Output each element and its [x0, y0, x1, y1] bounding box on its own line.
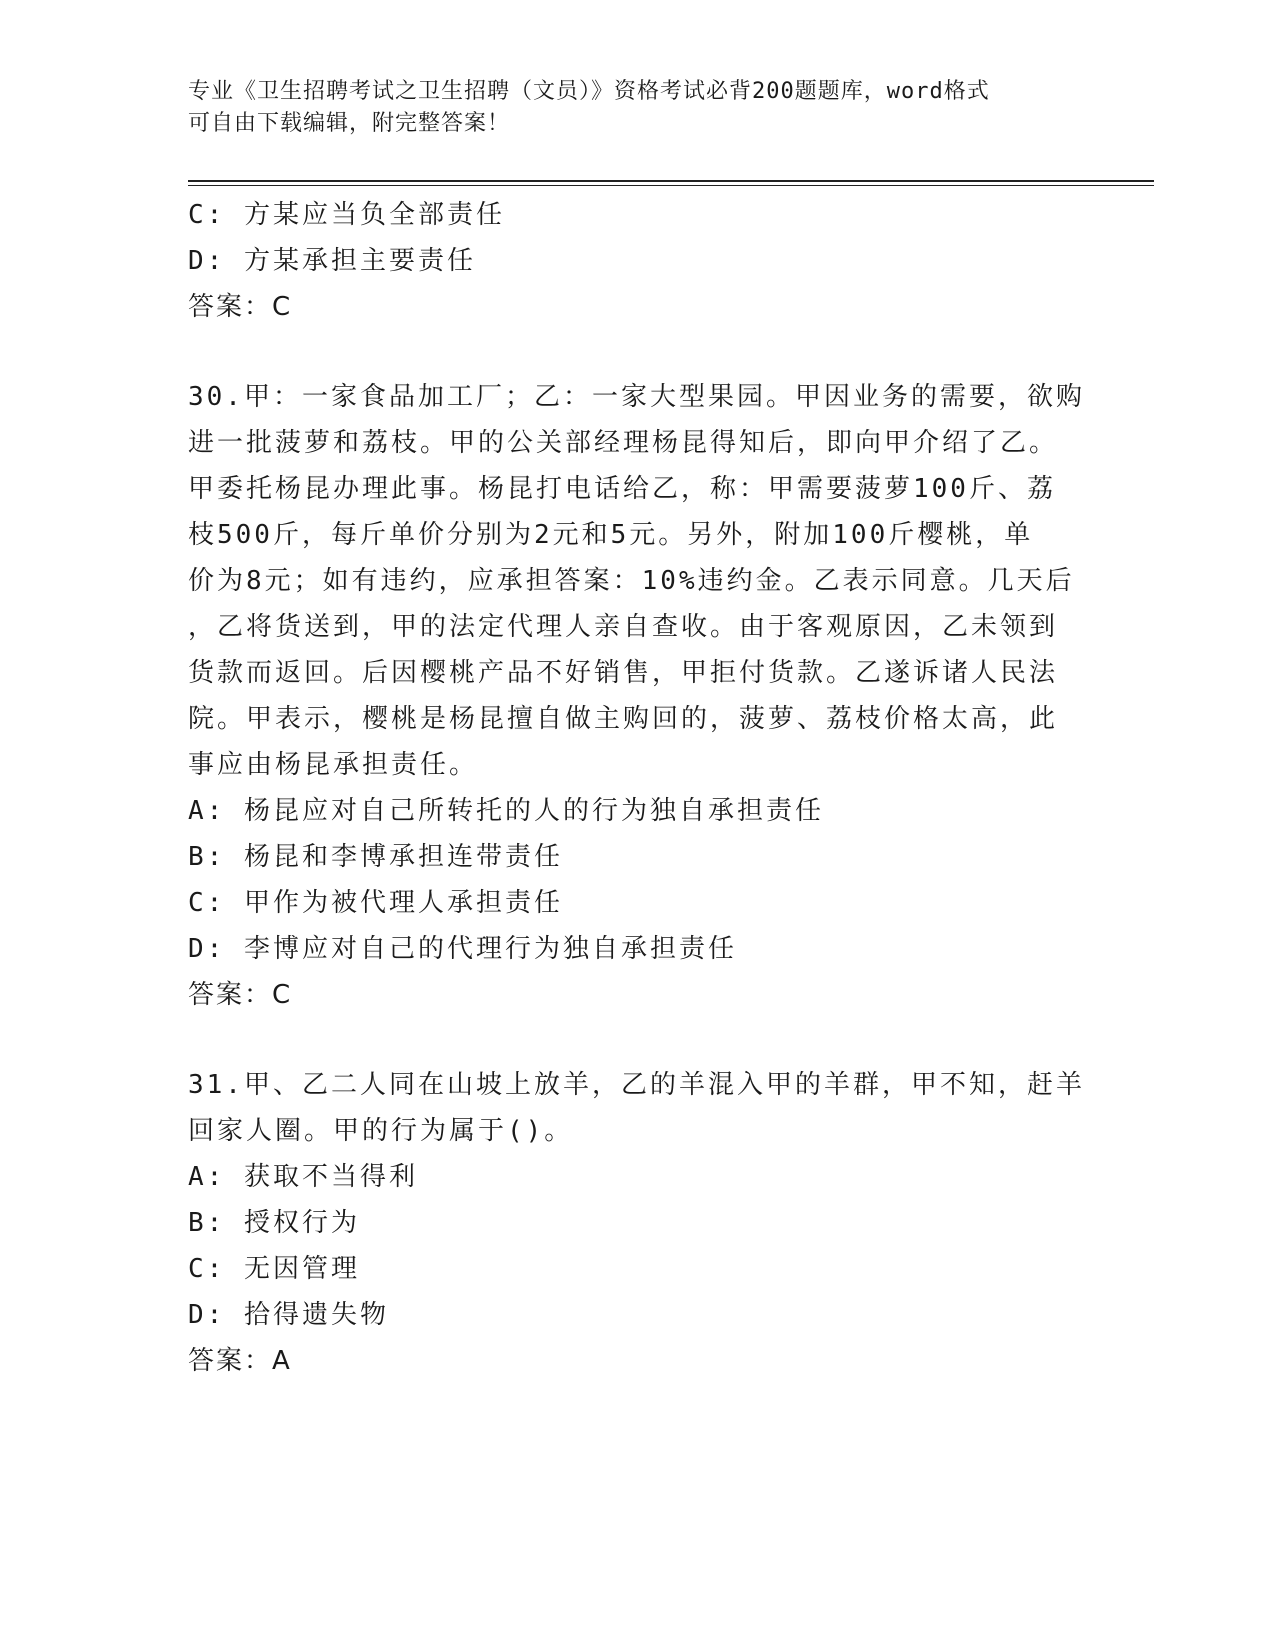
question-gap	[188, 330, 1088, 374]
question-stem-line: ，乙将货送到，甲的法定代理人亲自查收。由于客观原因，乙未领到	[188, 612, 1059, 642]
header-line-1: 专业《卫生招聘考试之卫生招聘（文员）》资格考试必背200题题库，word格式	[188, 79, 990, 104]
question-stem-line: 事应由杨昆承担责任。	[188, 750, 479, 780]
question-stem-line: 枝500斤，每斤单价分别为2元和5元。另外，附加100斤樱桃，单	[188, 520, 1034, 550]
header-line-2: 可自由下载编辑，附完整答案！	[188, 111, 511, 136]
question-stem-line: 甲委托杨昆办理此事。杨昆打电话给乙，称：甲需要菠萝100斤、荔	[188, 474, 1056, 504]
answer-line: 答案：A	[188, 1346, 292, 1376]
answer-line: 答案：C	[188, 292, 293, 322]
header-divider-thick	[188, 180, 1154, 182]
document-header	[188, 76, 1088, 140]
option-d: D: 方某承担主要责任	[188, 246, 476, 276]
option-c: C: 方某应当负全部责任	[188, 200, 505, 230]
question-stem-line: 31.甲、乙二人同在山坡上放羊，乙的羊混入甲的羊群，甲不知，赶羊	[188, 1070, 1085, 1100]
question-stem-line: 进一批菠萝和荔枝。甲的公关部经理杨昆得知后，即向甲介绍了乙。	[188, 428, 1059, 458]
option-b: B: 杨昆和李博承担连带责任	[188, 842, 563, 872]
option-d: D: 拾得遗失物	[188, 1300, 389, 1330]
question-stem-line: 价为8元；如有违约，应承担答案：10%违约金。乙表示同意。几天后	[188, 566, 1075, 596]
question-30	[188, 374, 1088, 1018]
question-stem-line: 院。甲表示，樱桃是杨昆擅自做主购回的，菠萝、荔枝价格太高，此	[188, 704, 1059, 734]
header-divider-thin	[188, 185, 1154, 186]
option-c: C: 甲作为被代理人承担责任	[188, 888, 563, 918]
question-gap	[188, 1018, 1088, 1062]
option-a: A: 杨昆应对自己所转托的人的行为独自承担责任	[188, 796, 824, 826]
question-29-continued	[188, 192, 1088, 330]
option-c: C: 无因管理	[188, 1254, 360, 1284]
option-d: D: 李博应对自己的代理行为独自承担责任	[188, 934, 737, 964]
question-stem-line: 30.甲：一家食品加工厂；乙：一家大型果园。甲因业务的需要，欲购	[188, 382, 1085, 412]
answer-line: 答案：C	[188, 980, 293, 1010]
question-stem-line: 货款而返回。后因樱桃产品不好销售，甲拒付货款。乙遂诉诸人民法	[188, 658, 1059, 688]
question-31	[188, 1062, 1088, 1384]
question-stem-line: 回家人圈。甲的行为属于()。	[188, 1116, 574, 1146]
option-b: B: 授权行为	[188, 1208, 360, 1238]
option-a: A: 获取不当得利	[188, 1162, 418, 1192]
document-body	[188, 192, 1088, 1384]
